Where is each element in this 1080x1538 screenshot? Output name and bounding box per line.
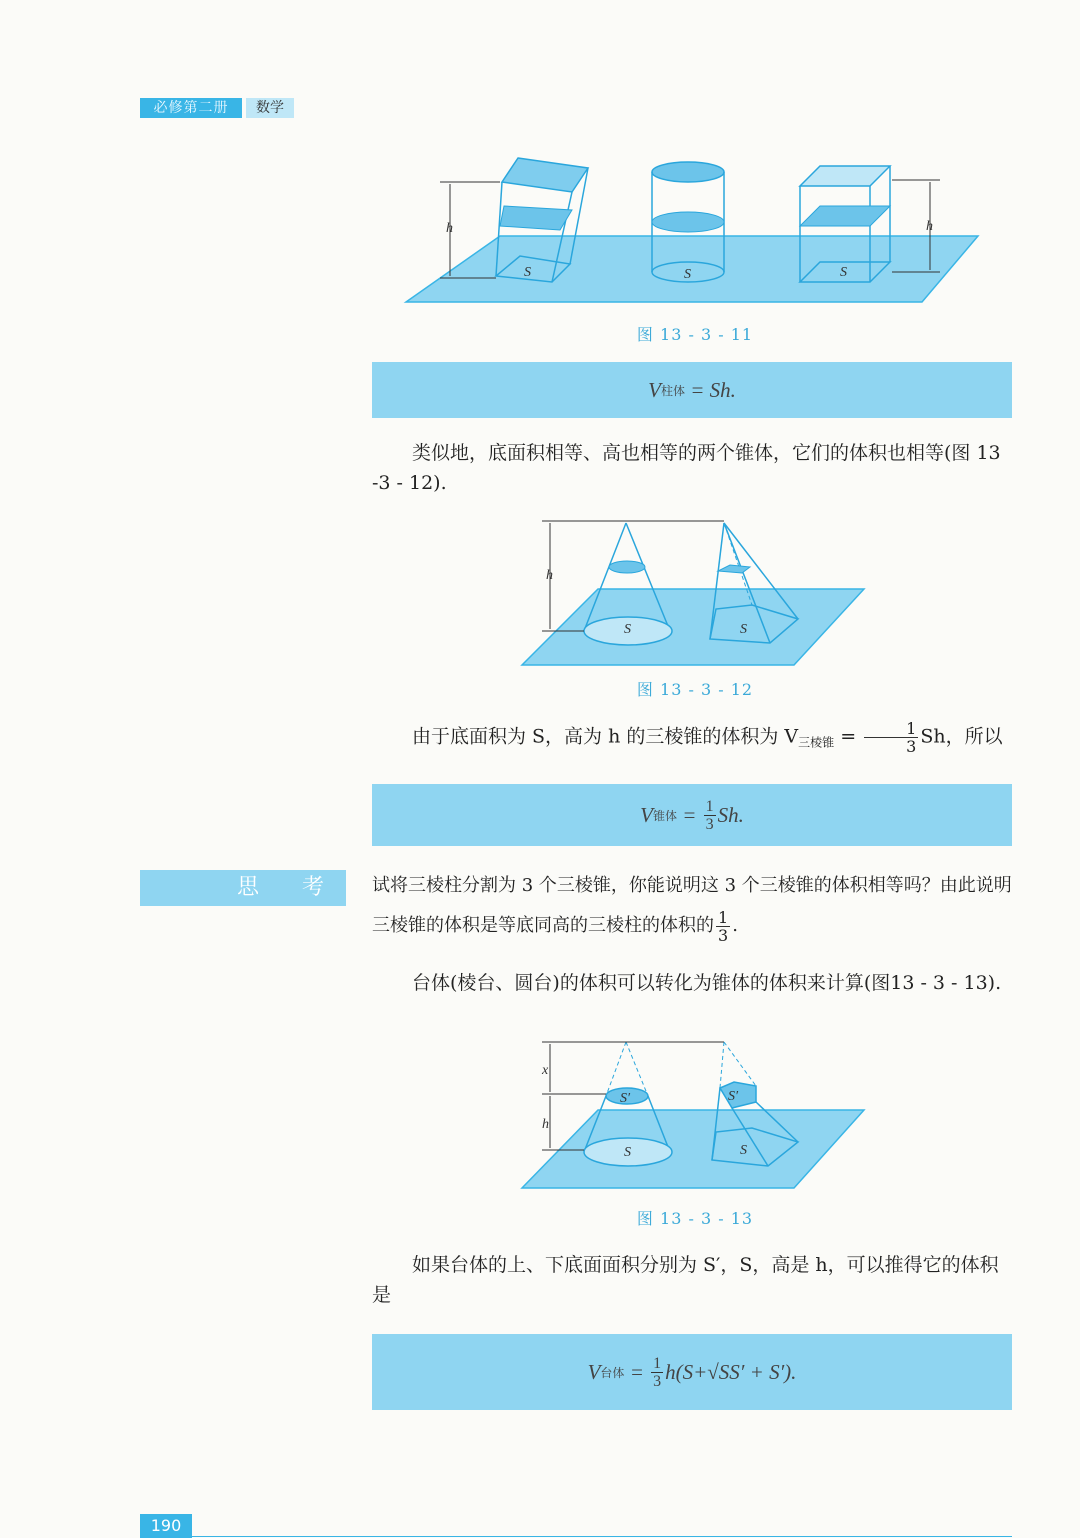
fig13-sprime-label-2: S′ <box>728 1089 739 1104</box>
fig11-h-label-right: h <box>926 219 933 234</box>
fig13-h-label: h <box>542 1117 549 1132</box>
frustum-sub: 台体 <box>600 1365 625 1380</box>
cone-num: 1 <box>705 797 714 815</box>
paragraph-cones: 类似地，底面积相等、高也相等的两个锥体，它们的体积也相等(图 13 -3 - 12). <box>372 442 1001 494</box>
cone-v: V <box>640 802 653 827</box>
book-label: 必修第二册 <box>140 98 242 118</box>
paragraph-frustum-volume: 如果台体的上、下底面面积分别为 S′，S，高是 h，可以推得它的体积是 <box>372 1254 999 1306</box>
frustum-fraction <box>651 1355 663 1390</box>
p2-den: 3 <box>906 737 917 756</box>
page-number: 190 <box>140 1514 192 1538</box>
fig11-h-label-left: h <box>446 221 453 236</box>
cone-den: 3 <box>705 815 714 833</box>
footer-rule <box>192 1536 1012 1537</box>
fig11-s-label-2: S <box>684 267 691 282</box>
figure-caption-13-3-11: 图 13 - 3 - 11 <box>636 325 754 344</box>
p2-fraction <box>864 720 918 755</box>
prism-volume-formula <box>372 362 1012 418</box>
p2-before: 由于底面积为 S，高为 h 的三棱锥的体积为 V <box>412 725 799 748</box>
cone-sub: 锥体 <box>652 808 677 823</box>
figure-13-3-12 <box>520 515 870 670</box>
figure-caption-13-3-12: 图 13 - 3 - 12 <box>636 680 754 699</box>
subject-label: 数学 <box>246 98 294 118</box>
frustum-v: V <box>587 1359 601 1384</box>
paragraph-pyramid-volume <box>372 720 1014 758</box>
think-num: 1 <box>718 907 729 927</box>
figure-caption-13-3-13: 图 13 - 3 - 13 <box>636 1209 754 1228</box>
fig11-s-label-1: S <box>524 265 531 280</box>
frustum-den: 3 <box>653 1372 662 1390</box>
frustum-num: 1 <box>653 1354 662 1372</box>
think-fraction <box>716 909 730 944</box>
think-den: 3 <box>718 925 729 945</box>
think-label: 思 考 <box>140 870 346 906</box>
frustum-volume-formula <box>372 1334 1012 1410</box>
cone-rhs: Sh. <box>717 802 744 827</box>
p2-num: 1 <box>864 720 918 738</box>
fig13-s-label-1: S <box>624 1145 631 1160</box>
frustum-eq: = <box>624 1359 650 1384</box>
figure-13-3-11 <box>400 150 990 310</box>
fig12-s-label-1: S <box>624 622 631 637</box>
formula-v: V <box>648 377 661 402</box>
think-text <box>372 866 1014 946</box>
fig13-x-label: x <box>542 1063 549 1078</box>
fig13-sprime-label-1: S′ <box>620 1091 631 1106</box>
p2-after: Sh，所以 <box>920 725 1003 748</box>
paragraph-frustum: 台体(棱台、圆台)的体积可以转化为锥体的体积来计算(图13 - 3 - 13). <box>412 972 1002 994</box>
cone-eq: = <box>676 802 702 827</box>
p2-sub: 三棱锥 <box>798 735 835 750</box>
fig11-s-label-3: S <box>840 265 847 280</box>
fig13-s-label-2: S <box>740 1143 747 1158</box>
p2-eq: = <box>834 725 863 748</box>
figure-13-3-13 <box>520 1036 870 1192</box>
frustum-rhs: h(S+√SS′ + S′). <box>665 1359 797 1384</box>
think-text-before: 试将三棱柱分割为 3 个三棱锥，你能说明这 3 个三棱锥的体积相等吗？由此说明三棱锥的体积是等底同高的三棱柱的体积的 <box>372 875 1012 936</box>
fig12-h-label: h <box>546 568 553 583</box>
think-text-after: . <box>732 915 738 936</box>
fig12-s-label-2: S <box>740 622 747 637</box>
cone-fraction <box>704 798 716 833</box>
cone-volume-formula <box>372 784 1012 846</box>
formula-sub: 柱体 <box>660 383 685 398</box>
formula-rhs: = Sh. <box>684 377 736 402</box>
